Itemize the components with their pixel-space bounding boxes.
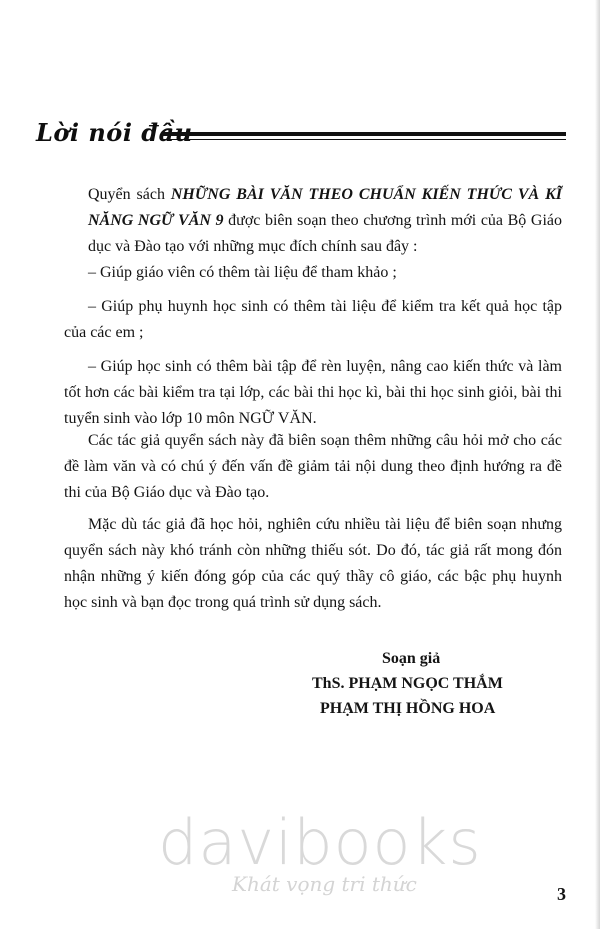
heading-title: Lời nói đầu [36,118,193,147]
intro-paragraph [88,182,562,260]
subject-name: NGỮ VĂN [238,410,313,427]
purpose-item: – Giúp học sinh có thêm bài tập để rèn luyện, nâng cao kiến thức và làm tốt hơn các bài kiểm tra tại lớp, các bài thi học kì, bài thi học sinh giỏi, bài thi tuyển sinh vào lớp 10 môn NGỮ VĂN. [64,358,562,427]
purpose-item: – Giúp phụ huynh học sinh có thêm tài liệu để kiểm tra kết quả học tập của các em ; [64,298,562,341]
authors-note-paragraph: Các tác giả quyển sách này đã biên soạn thêm những câu hỏi mở cho các đề làm văn và có chú ý đến vấn đề giảm tải nội dung theo định hướng ra đề thi của Bộ Giáo dục và Đào tạo. [64,432,562,501]
page-edge-shadow [595,0,600,929]
section-heading [36,114,566,154]
closing-paragraph: Mặc dù tác giả đã học hỏi, nghiên cứu nhiều tài liệu để biên soạn nhưng quyển sách này khó tránh còn những thiếu sót. Do đó, tác giả rất mong đón nhận những ý kiến đóng góp của các quý thầy cô giáo, các bậc phụ huynh học sinh và bạn đọc trong quá trình sử dụng sách. [64,516,562,611]
author-name: ThS. PHẠM NGỌC THẮM [312,675,503,692]
page-number: 3 [557,884,566,904]
intro-rest: được biên soạn theo chương trình mới của Bộ Giáo dục và Đào tạo với những mục đích chính sau đây : [88,212,562,255]
purpose-item: – Giúp giáo viên có thêm tài liệu để tham khảo ; [88,264,397,281]
intro-lead: Quyển sách [88,186,171,203]
book-title: NHỮNG BÀI VĂN THEO CHUẨN KIẾN THỨC VÀ KĨ NĂNG NGỮ VĂN 9 [88,186,562,229]
signature-label: Soạn giả [382,650,441,667]
heading-rule [162,132,566,140]
watermark-brand: davibooks [158,806,482,879]
author-name: PHẠM THỊ HỒNG HOA [320,700,496,717]
watermark-slogan: Khát vọng tri thức [232,872,417,896]
